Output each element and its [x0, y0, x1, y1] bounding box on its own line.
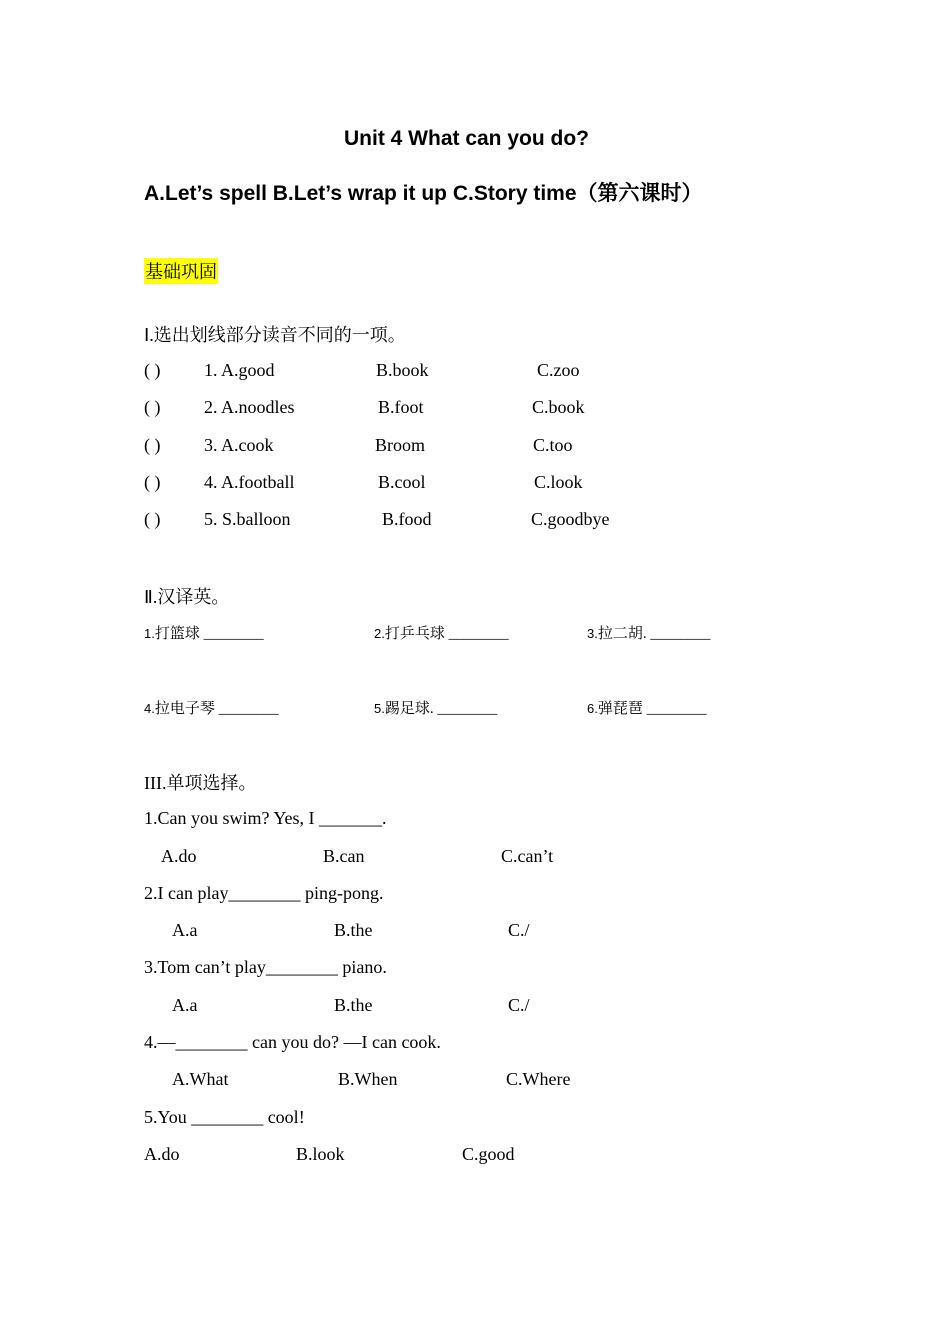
- question-text: 4.—________ can you do? —I can cook.: [144, 1032, 441, 1052]
- option-c[interactable]: C.good: [462, 1144, 515, 1164]
- option-a[interactable]: A.a: [172, 920, 198, 940]
- option-c: C.goodbye: [531, 509, 610, 529]
- option-a[interactable]: A.What: [172, 1069, 229, 1089]
- section1-heading: Ⅰ.选出划线部分读音不同的一项。: [144, 325, 406, 345]
- translate-item: [587, 622, 710, 643]
- option-c[interactable]: C.Where: [506, 1069, 571, 1089]
- question-text: 1.Can you swim? Yes, I _______.: [144, 808, 387, 828]
- option-a: 2. A.noodles: [204, 397, 295, 417]
- option-c: C.book: [532, 397, 585, 417]
- option-b[interactable]: B.the: [334, 995, 373, 1015]
- option-a: 5. S.balloon: [204, 509, 291, 529]
- answer-blank[interactable]: ( ): [144, 397, 161, 417]
- lesson-subtitle: A.Let’s spell B.Let’s wrap it up C.Story time（第六课时）: [144, 182, 703, 205]
- option-c[interactable]: C./: [508, 920, 530, 940]
- translate-item: [374, 697, 497, 718]
- item-text[interactable]: 拉二胡. ________: [597, 626, 711, 642]
- section2-heading: Ⅱ.汉译英。: [144, 587, 230, 607]
- option-b: B.cool: [378, 472, 426, 492]
- option-a[interactable]: A.a: [172, 995, 198, 1015]
- option-a[interactable]: A.do: [144, 1144, 180, 1164]
- option-c[interactable]: C./: [508, 995, 530, 1015]
- translate-item: [587, 697, 707, 718]
- option-c: C.look: [534, 472, 583, 492]
- answer-blank[interactable]: ( ): [144, 435, 161, 455]
- item-number: 2.: [374, 626, 385, 641]
- item-number: 5.: [374, 701, 385, 716]
- option-c: C.too: [533, 435, 573, 455]
- page-title: Unit 4 What can you do?: [344, 127, 589, 150]
- option-b: B.book: [376, 360, 429, 380]
- question-text: 3.Tom can’t play________ piano.: [144, 957, 387, 977]
- option-a[interactable]: A.do: [161, 846, 197, 866]
- option-b[interactable]: B.When: [338, 1069, 398, 1089]
- item-number: 4.: [144, 701, 155, 716]
- question-text: 5.You ________ cool!: [144, 1107, 305, 1127]
- option-c: C.zoo: [537, 360, 580, 380]
- option-c[interactable]: C.can’t: [501, 846, 554, 866]
- item-text[interactable]: 踢足球. ________: [384, 701, 498, 717]
- answer-blank[interactable]: ( ): [144, 509, 161, 529]
- item-number: 3.: [587, 626, 598, 641]
- item-text[interactable]: 打篮球 ________: [154, 626, 264, 642]
- answer-blank[interactable]: ( ): [144, 360, 161, 380]
- item-text[interactable]: 弹琵琶 ________: [597, 701, 707, 717]
- translate-item: [144, 622, 264, 643]
- option-b: B.foot: [378, 397, 424, 417]
- section-tag: 基础巩固: [144, 258, 218, 284]
- option-a: 1. A.good: [204, 360, 275, 380]
- option-b[interactable]: B.the: [334, 920, 373, 940]
- question-text: 2.I can play________ ping-pong.: [144, 883, 384, 903]
- translate-item: [374, 622, 509, 643]
- option-b[interactable]: B.look: [296, 1144, 345, 1164]
- option-a: 4. A.football: [204, 472, 295, 492]
- item-number: 1.: [144, 626, 155, 641]
- item-number: 6.: [587, 701, 598, 716]
- option-b[interactable]: B.can: [323, 846, 365, 866]
- answer-blank[interactable]: ( ): [144, 472, 161, 492]
- item-text[interactable]: 拉电子琴 ________: [154, 701, 279, 717]
- section3-heading: III.单项选择。: [144, 773, 257, 793]
- option-b: Broom: [375, 435, 426, 455]
- option-a: 3. A.cook: [204, 435, 274, 455]
- translate-item: [144, 697, 279, 718]
- item-text[interactable]: 打乒乓球 ________: [384, 626, 509, 642]
- option-b: B.food: [382, 509, 432, 529]
